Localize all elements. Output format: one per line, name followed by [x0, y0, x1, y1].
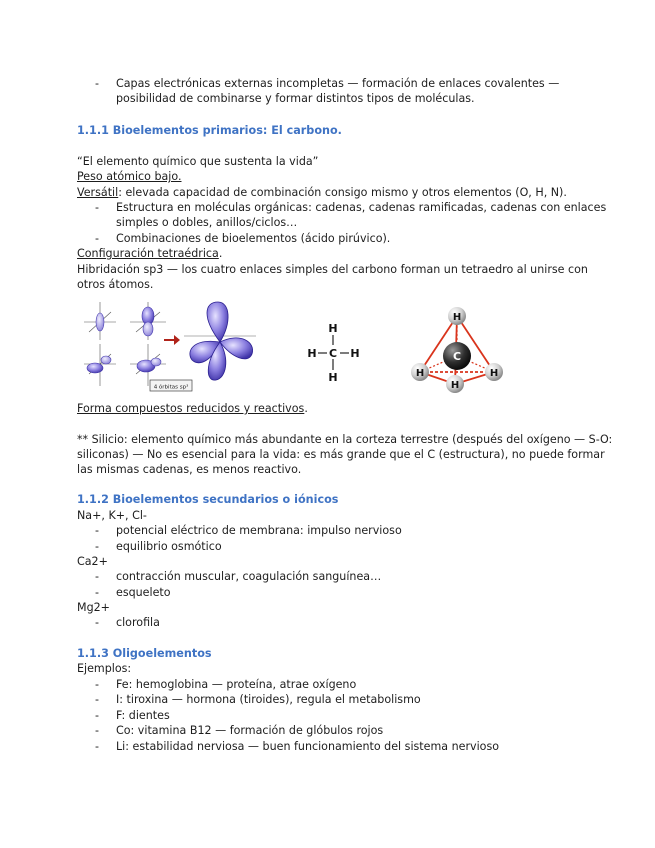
forma-end: .	[304, 402, 308, 415]
list-item: Fe: hemoglobina — proteína, atrae oxígeno	[116, 678, 357, 691]
section-heading-1-1-1: 1.1.1 Bioelementos primarios: El carbono.	[77, 124, 342, 137]
tetra-label-h-right: H	[489, 368, 499, 379]
hibridacion-line: Hibridación sp3 — los cuatro enlaces simples del carbono forman un tetraedro al unirse con	[77, 263, 588, 276]
atom-h-bottom: H	[328, 371, 338, 384]
list-item: I: tiroxina — hormona (tiroides), regula el metabolismo	[116, 693, 421, 706]
tetra-label-h-left: H	[415, 368, 425, 379]
list-item: Co: vitamina B12 — formación de glóbulos rojos	[116, 724, 384, 737]
config-line	[77, 247, 222, 261]
bullet-dash: -	[95, 524, 100, 537]
methane-structural-formula	[300, 316, 368, 386]
peso-line: Peso atómico bajo.	[77, 170, 182, 183]
config-end: .	[218, 247, 223, 260]
atom-h-right: H	[350, 347, 360, 360]
bullet-dash: -	[95, 570, 100, 583]
section-heading-1-1-3: 1.1.3 Oligoelementos	[77, 647, 212, 660]
p-orbital-icon	[84, 344, 116, 386]
bullet-dash: -	[95, 77, 100, 90]
list-item: clorofila	[116, 616, 160, 629]
intro-line: posibilidad de combinarse y formar distintos tipos de moléculas.	[116, 92, 475, 105]
atom-h-left: H	[307, 347, 317, 360]
forma-term: Forma compuestos reducidos y reactivos	[77, 402, 305, 415]
bullet-dash: -	[95, 201, 100, 214]
hibridacion-line: otros átomos.	[77, 278, 154, 291]
list-item: Li: estabilidad nerviosa — buen funcionamiento del sistema nervioso	[116, 740, 500, 753]
arrow-right-icon	[164, 335, 180, 345]
config-term: Configuración tetraédrica	[77, 247, 219, 260]
tetra-label-c: C	[452, 350, 462, 363]
orbital-label: 4 órbitas sp³	[153, 384, 189, 391]
silicio-line: siliconas) — No es esencial para la vida: es más grande que el C (estructura), no puede formar	[77, 448, 605, 461]
forma-line	[77, 402, 308, 416]
atom-c-center: C	[328, 347, 338, 360]
tetra-label-h-bottom: H	[450, 380, 460, 391]
list-item-cont: simples o dobles, anillos/ciclos…	[116, 216, 298, 229]
p-orbital-icon	[130, 302, 166, 340]
list-item: equilibrio osmótico	[116, 540, 222, 553]
list-item: potencial eléctrico de membrana: impulso nervioso	[116, 524, 402, 537]
bullet-dash: -	[95, 709, 100, 722]
list-item: esqueleto	[116, 586, 171, 599]
ejemplos-label: Ejemplos:	[77, 662, 132, 675]
sp3-orbitals-figure	[80, 298, 280, 394]
sp3-hybrid-orbitals-icon	[184, 302, 256, 380]
intro-line: Capas electrónicas externas incompletas — formación de enlaces covalentes —	[116, 77, 560, 90]
bullet-dash: -	[95, 678, 100, 691]
atom-h-top: H	[328, 322, 338, 335]
silicio-line: ** Silicio: elemento químico más abundante en la corteza terrestre (después del oxígeno — S-O:	[77, 433, 613, 446]
list-item: Estructura en moléculas orgánicas: cadenas, cadenas ramificadas, cadenas con enlaces	[116, 201, 607, 214]
list-item: Combinaciones de bioelementos (ácido pirúvico).	[116, 232, 391, 245]
bullet-dash: -	[95, 232, 100, 245]
versatil-rest: : elevada capacidad de combinación consigo mismo y otros elementos (O, H, N).	[118, 186, 567, 199]
s-orbital-icon	[84, 302, 116, 340]
bullet-dash: -	[95, 724, 100, 737]
ion-group-label: Na+, K+, Cl-	[77, 509, 147, 522]
ion-group-label: Mg2+	[77, 601, 110, 614]
section-heading-1-1-2: 1.1.2 Bioelementos secundarios o iónicos	[77, 493, 339, 506]
tetra-label-h-top: H	[452, 312, 462, 323]
bullet-dash: -	[95, 740, 100, 753]
methane-tetrahedron-model	[408, 304, 508, 396]
silicio-line: las mismas cadenas, es menos reactivo.	[77, 463, 302, 476]
bullet-dash: -	[95, 616, 100, 629]
quote-line: “El elemento químico que sustenta la vida”	[77, 155, 319, 168]
versatil-line	[77, 186, 567, 200]
bullet-dash: -	[95, 693, 100, 706]
versatil-term: Versátil	[77, 186, 119, 199]
list-item: contracción muscular, coagulación sanguínea…	[116, 570, 382, 583]
list-item: F: dientes	[116, 709, 170, 722]
orbital-label-box	[150, 380, 192, 391]
ion-group-label: Ca2+	[77, 555, 108, 568]
bullet-dash: -	[95, 586, 100, 599]
bullet-dash: -	[95, 540, 100, 553]
